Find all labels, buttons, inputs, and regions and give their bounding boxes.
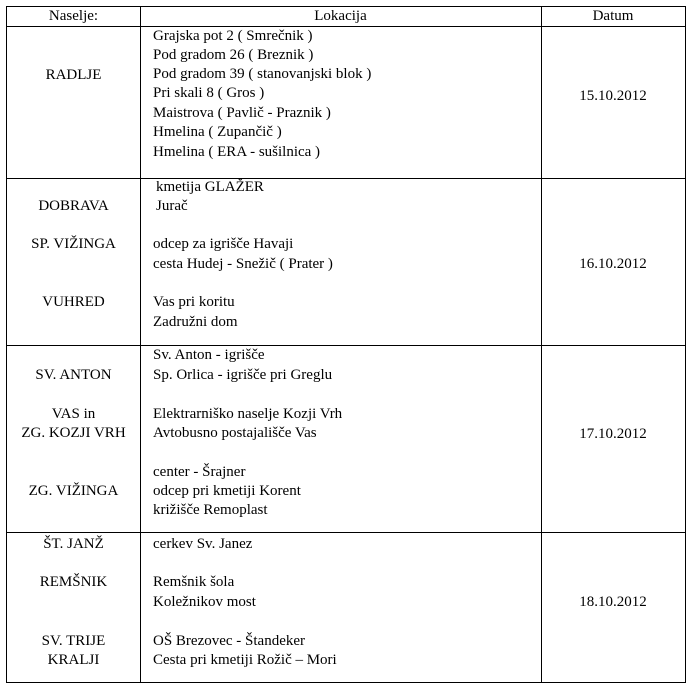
row-divider-2 [7,345,685,346]
location-line: Jurač [156,198,188,214]
place-cell: ZG. KOZJI VRH [21,425,126,441]
place-cell: SV. ANTON [35,367,112,383]
location-line: Remšnik šola [153,574,235,590]
date-cell: 16.10.2012 [579,256,647,272]
place-cell: KRALJI [47,652,100,668]
location-line: kmetija GLAŽER [156,179,264,195]
location-line: križišče Remoplast [153,502,268,518]
place-cell: DOBRAVA [38,198,109,214]
place-cell: SP. VIŽINGA [31,236,116,252]
row-divider-1 [7,178,685,179]
location-line: odcep pri kmetiji Korent [153,483,301,499]
location-line: cerkev Sv. Janez [153,536,253,552]
location-line: Maistrova ( Pavlič - Praznik ) [153,105,331,121]
location-line: odcep za igrišče Havaji [153,236,294,252]
location-line: Hmelina ( ERA - sušilnica ) [153,144,321,160]
location-line: cesta Hudej - Snežič ( Prater ) [153,256,333,272]
place-cell: VAS in [51,406,96,422]
header-lokacija: Lokacija [314,8,367,24]
location-line: Hmelina ( Zupančič ) [153,124,282,140]
location-line: Pod gradom 39 ( stanovanjski blok ) [153,66,372,82]
column-divider-1 [140,7,141,682]
date-cell: 18.10.2012 [579,594,647,610]
row-divider-3 [7,532,685,533]
schedule-table [6,6,686,683]
header-divider [7,26,685,27]
date-cell: 15.10.2012 [579,88,647,104]
location-line: center - Šrajner [153,464,246,480]
location-line: Elektrarniško naselje Kozji Vrh [153,406,343,422]
header-datum: Datum [592,8,634,24]
location-line: Avtobusno postajališče Vas [153,425,317,441]
place-cell: VUHRED [42,294,105,310]
location-line: Koležnikov most [153,594,256,610]
column-divider-2 [541,7,542,682]
place-cell: RADLJE [45,67,102,83]
location-line: OŠ Brezovec - Štandeker [153,633,306,649]
location-line: Cesta pri kmetiji Rožič – Mori [153,652,337,668]
place-cell: ZG. VIŽINGA [28,483,119,499]
place-cell: ŠT. JANŽ [43,536,104,552]
location-line: Pod gradom 26 ( Breznik ) [153,47,314,63]
place-cell: REMŠNIK [39,574,108,590]
location-line: Sp. Orlica - igrišče pri Greglu [153,367,333,383]
header-naselje: Naselje: [48,8,99,24]
place-cell: SV. TRIJE [41,633,106,649]
location-line: Sv. Anton - igrišče [153,347,265,363]
location-line: Pri skali 8 ( Gros ) [153,85,265,101]
location-line: Grajska pot 2 ( Smrečnik ) [153,28,313,44]
date-cell: 17.10.2012 [579,426,647,442]
location-line: Vas pri koritu [153,294,235,310]
location-line: Zadružni dom [153,314,238,330]
